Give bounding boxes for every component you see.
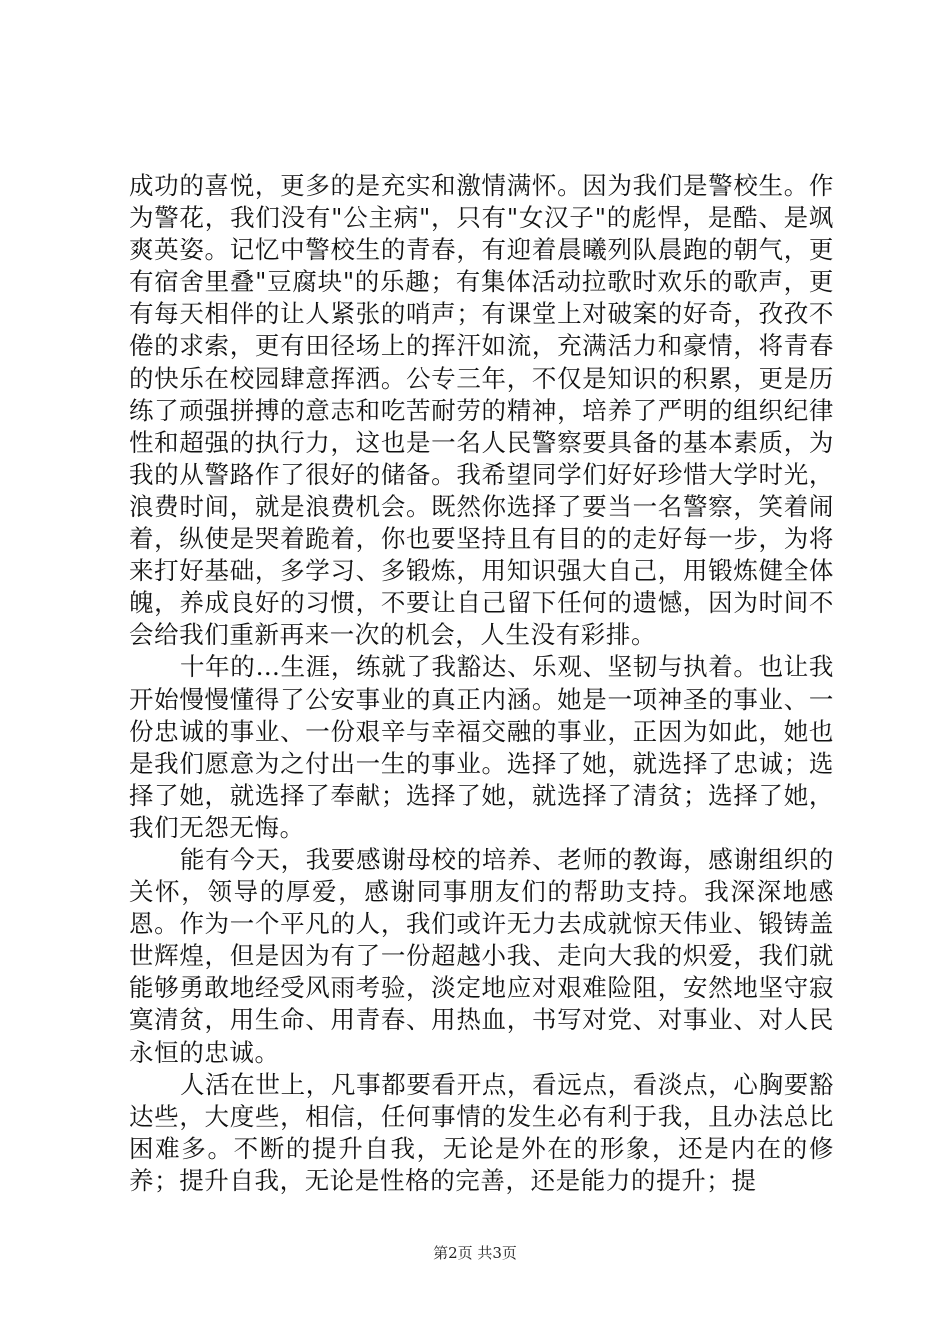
page-number-footer: 第2页 共3页 xyxy=(433,1244,517,1262)
paragraph-2: 十年的…生涯，练就了我豁达、乐观、坚韧与执着。也让我开始慢慢懂得了公安事业的真正内涵。她是一项神圣的事业、一份忠诚的事业、一份艰辛与幸福交融的事业，正因为如此，她也是我们愿意为之付出一生的事业。选择了她，就选择了忠诚；选择了她，就选择了奉献；选择了她，就选择了清贫；选择了她，我们无怨无悔。 xyxy=(129,652,834,842)
paragraph-3: 能有今天，我要感谢母校的培养、老师的教诲，感谢组织的关怀，领导的厚爱，感谢同事朋友们的帮助支持。我深深地感恩。作为一个平凡的人，我们或许无力去成就惊天伟业、锻铸盖世辉煌，但是因为有了一份超越小我、走向大我的炽爱，我们就能够勇敢地经受风雨考验，淡定地应对艰难险阻，安然地坚守寂寞清贫，用生命、用青春、用热血，书写对党、对事业、对人民永恒的忠诚。 xyxy=(129,844,834,1067)
body-text xyxy=(129,170,834,1197)
paragraph-4: 人活在世上，凡事都要看开点，看远点，看淡点，心胸要豁达些，大度些，相信，任何事情的发生必有利于我，且办法总比困难多。不断的提升自我，无论是外在的形象，还是内在的修养；提升自我，无论是性格的完善，还是能力的提升；提 xyxy=(129,1069,834,1195)
paragraph-1: 成功的喜悦，更多的是充实和激情满怀。因为我们是警校生。作为警花，我们没有"公主病"，只有"女汉子"的彪悍，是酷、是飒爽英姿。记忆中警校生的青春，有迎着晨曦列队晨跑的朝气，更有宿舍里叠"豆腐块"的乐趣；有集体活动拉歌时欢乐的歌声，更有每天相伴的让人紧张的哨声；有课堂上对破案的好奇，孜孜不倦的求索，更有田径场上的挥汗如流，充满活力和豪情，将青春的快乐在校园肆意挥洒。公专三年，不仅是知识的积累，更是历练了顽强拼搏的意志和吃苦耐劳的精神，培养了严明的组织纪律性和超强的执行力，这也是一名人民警察要具备的基本素质，为我的从警路作了很好的储备。我希望同学们好好珍惜大学时光，浪费时间，就是浪费机会。既然你选择了要当一名警察，笑着闹着，纵使是哭着跪着，你也要坚持且有目的的走好每一步，为将来打好基础，多学习、多锻炼，用知识强大自己，用锻炼健全体魄，养成良好的习惯，不要让自己留下任何的遗憾，因为时间不会给我们重新再来一次的机会，人生没有彩排。 xyxy=(129,171,834,650)
